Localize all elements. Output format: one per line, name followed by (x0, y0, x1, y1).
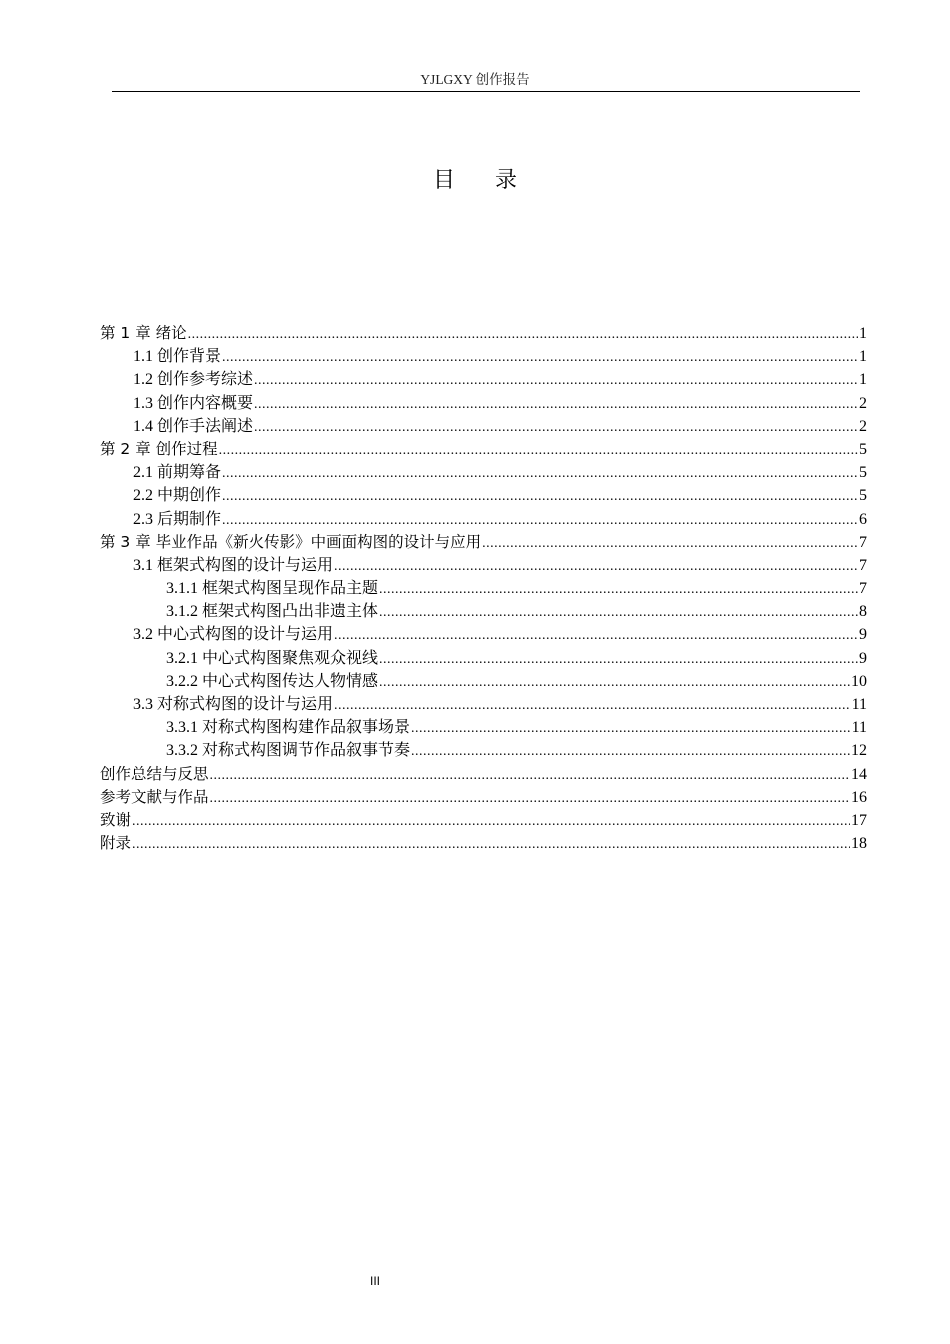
toc-dot-leader (379, 600, 858, 624)
toc-entry-page: 9 (859, 649, 867, 667)
toc-entry[interactable] (100, 392, 867, 415)
toc-dot-leader (334, 623, 858, 647)
toc-entry-page: 2 (859, 417, 867, 435)
toc-entry-label: 3.3.2 对称式构图调节作品叙事节奏 (166, 742, 411, 760)
toc-entry-page: 7 (859, 533, 867, 551)
toc-dot-leader (222, 345, 858, 369)
toc-dot-leader (379, 577, 858, 601)
toc-entry-page: 1 (859, 371, 867, 389)
toc-entry[interactable] (100, 739, 867, 762)
toc-dot-leader (334, 693, 851, 717)
toc-entry-page: 11 (851, 696, 867, 713)
toc-entry[interactable] (100, 484, 867, 507)
toc-entry-label: 3.2 中心式构图的设计与运用 (133, 626, 334, 644)
page-header: YJLGXY 创作报告 (420, 72, 530, 87)
toc-entry-page: 2 (859, 394, 867, 412)
toc-entry-page: 6 (859, 510, 867, 528)
toc-dot-leader (379, 670, 850, 694)
toc-dot-leader (210, 763, 850, 787)
toc-entry-page: 17 (851, 811, 867, 829)
toc-entry-label: 第 2 章 创作过程 (100, 439, 218, 458)
toc-entry-page: 7 (859, 580, 867, 598)
toc-entry-label: 1.4 创作手法阐述 (133, 417, 254, 435)
toc-entry[interactable] (100, 647, 867, 670)
toc-entry-label: 2.3 后期制作 (133, 510, 222, 528)
toc-entry-label: 3.3.1 对称式构图构建作品叙事场景 (166, 719, 411, 737)
toc-entry[interactable] (100, 716, 867, 739)
toc-entry[interactable] (100, 809, 867, 832)
toc-entry[interactable] (100, 461, 867, 484)
toc-entry[interactable] (100, 368, 867, 391)
toc-entry-label: 附录 (100, 834, 132, 853)
toc-dot-leader (210, 786, 850, 810)
toc-entry[interactable] (100, 670, 867, 693)
toc-dot-leader (132, 809, 850, 833)
toc-entry[interactable] (100, 786, 867, 809)
toc-entry-label: 第 3 章 毕业作品《新火传影》中画面构图的设计与应用 (100, 532, 482, 551)
toc-entry-label: 3.3 对称式构图的设计与运用 (133, 696, 334, 713)
toc-dot-leader (222, 484, 858, 508)
toc-entry-page: 12 (851, 742, 867, 760)
toc-entry[interactable] (100, 623, 867, 646)
toc-entry-label: 2.2 中期创作 (133, 487, 222, 505)
toc-entry-page: 11 (851, 719, 867, 737)
toc-dot-leader (411, 739, 850, 763)
toc-entry-label: 3.1 框架式构图的设计与运用 (133, 556, 334, 574)
toc-dot-leader (411, 716, 851, 740)
toc-entry[interactable] (100, 600, 867, 623)
page-title: 目录 (432, 168, 557, 193)
toc-entry-label: 致谢 (100, 810, 132, 829)
toc-dot-leader (188, 322, 858, 346)
page-number: III (369, 1274, 380, 1288)
toc-entry[interactable] (100, 554, 867, 577)
toc-dot-leader (254, 368, 858, 392)
toc-entry[interactable] (100, 322, 867, 345)
toc-dot-leader (254, 392, 858, 416)
toc-entry-label: 3.1.1 框架式构图呈现作品主题 (166, 580, 379, 598)
toc-dot-leader (222, 508, 858, 532)
toc-entry-page: 7 (859, 556, 867, 574)
toc-entry[interactable] (100, 345, 867, 368)
toc-entry[interactable] (100, 693, 867, 716)
toc-dot-leader (222, 461, 858, 485)
toc-entry-label: 3.2.1 中心式构图聚焦观众视线 (166, 649, 379, 667)
toc-entry-label: 1.2 创作参考综述 (133, 371, 254, 389)
toc-entry[interactable] (100, 415, 867, 438)
toc-entry-page: 8 (859, 603, 867, 621)
toc-entry-page: 5 (859, 487, 867, 505)
toc-entry-page: 16 (851, 788, 867, 806)
toc-entry[interactable] (100, 531, 867, 554)
toc-dot-leader (379, 647, 858, 671)
toc-dot-leader (219, 438, 858, 462)
toc-entry-page: 10 (851, 672, 867, 690)
toc-entry-label: 参考文献与作品 (100, 787, 209, 806)
toc-entry[interactable] (100, 832, 867, 855)
toc-entry-label: 1.3 创作内容概要 (133, 394, 254, 412)
toc-dot-leader (334, 554, 858, 578)
toc-entry-label: 1.1 创作背景 (133, 348, 222, 366)
toc-entry[interactable] (100, 508, 867, 531)
toc-entry-label: 创作总结与反思 (100, 764, 209, 783)
toc-entry-page: 18 (851, 835, 867, 853)
table-of-contents (100, 322, 867, 855)
toc-entry-page: 14 (851, 765, 867, 783)
toc-entry-page: 1 (859, 348, 867, 366)
toc-dot-leader (132, 832, 850, 856)
toc-entry[interactable] (100, 438, 867, 461)
toc-entry-label: 3.1.2 框架式构图凸出非遗主体 (166, 603, 379, 621)
toc-entry[interactable] (100, 763, 867, 786)
toc-entry-label: 第 1 章 绪论 (100, 324, 187, 342)
toc-dot-leader (482, 531, 858, 555)
toc-entry-page: 9 (859, 626, 867, 644)
toc-dot-leader (254, 415, 858, 439)
toc-entry-label: 2.1 前期筹备 (133, 464, 222, 482)
header-rule (112, 91, 860, 92)
toc-entry-page: 1 (859, 325, 867, 342)
toc-entry-page: 5 (859, 440, 867, 458)
toc-entry[interactable] (100, 577, 867, 600)
toc-entry-label: 3.2.2 中心式构图传达人物情感 (166, 672, 379, 690)
toc-entry-page: 5 (859, 464, 867, 482)
